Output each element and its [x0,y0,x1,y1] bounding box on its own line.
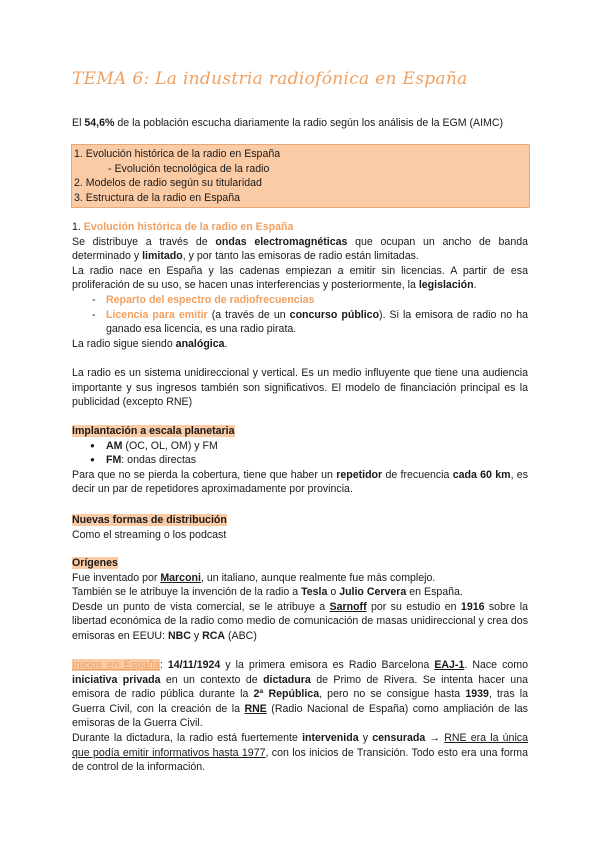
paragraph: Durante la dictadura, la radio está fuertemente intervenida y censurada → RNE era la única que podía emitir informativos hasta 1977, con los inicios de Transición. Todo esto era una forma de control de la información. [72,731,528,774]
list-item: ● AM (OC, OL, OM) y FM [72,439,528,454]
section-inicios [72,658,528,775]
section-origenes [72,556,528,644]
toc-subitem: - Evolución tecnológica de la radio [108,162,270,175]
toc-item: 1. Evolución histórica de la radio en España [74,148,281,160]
section-heading: 1. Evolución histórica de la radio en España [72,221,294,233]
paragraph: Inicios en España: 14/11/1924 y la primera emisora es Radio Barcelona EAJ-1. Nace como iniciativa privada en un contexto de dictadura de Primo de Rivera. Se intenta hacer una emisora de radio pública durante la 2ª República, pero no se consigue hasta 1939, tras la Guerra Civil, con la creación de la RNE (Radio Nacional de España) como ampliación de las emisoras de la Guerra Civil. [72,659,529,730]
section-implantacion [72,424,528,497]
paragraph: Desde un punto de vista comercial, se le atribuye a Sarnoff por su estudio en 1916 sobre la libertad económica de la radio como medio de comunicación de masas unidireccional y crea dos emisoras en EEUU: NBC y RCA (ABC) [72,600,528,642]
paragraph: Fue inventado por Marconi, un italiano, aunque realmente fue más complejo. [72,571,436,584]
section-evolucion [72,220,528,351]
bullet-list [72,439,528,468]
table-of-contents [71,144,530,208]
list-item: - Licencia para emitir (a través de un concurso público). Si la emisora de radio no ha ganado esa licencia, es una radio pirata. [72,308,528,337]
page-title: TEMA 6: La industria radiofónica en España [72,69,468,89]
intro-paragraph: El 54,6% de la población escucha diariamente la radio según los análisis de la EGM (AIMC) [72,117,504,129]
list-item: - Reparto del espectro de radiofrecuencias [72,293,528,308]
section-heading: Orígenes [72,557,118,569]
list-item: ● FM: ondas directas [72,453,528,468]
section-heading: Implantación a escala planetaria [72,425,235,437]
paragraph: También se le atribuye la invención de la radio a Tesla o Julio Cervera en España. [72,586,463,599]
paragraph: La radio es un sistema unidireccional y vertical. Es un medio influyente que tiene una audiencia importante y sus ingresos también son significativos. El modelo de financiación principal es la publicidad (excepto RNE) [72,367,528,409]
paragraph: La radio nace en España y las cadenas empiezan a emitir sin licencias. A partir de esa proliferación de su uso, se hacen unas interferencias y posteriormente, la legislación. [72,264,528,292]
dash-list [72,293,528,337]
toc-item: 3. Estructura de la radio en España [74,191,241,204]
paragraph: Como el streaming o los podcast [72,528,227,541]
paragraph: Para que no se pierda la cobertura, tiene que haber un repetidor de frecuencia cada 60 km, es decir un par de repetidores aproximadamente por provincia. [72,468,528,496]
section-heading: Nuevas formas de distribución [72,514,227,526]
paragraph: Se distribuye a través de ondas electromagnéticas que ocupan un ancho de banda determinado y limitado, y por tanto las emisoras de radio están limitadas. [72,235,529,263]
section-distribucion [72,513,528,542]
paragraph: La radio sigue siendo analógica. [72,337,228,350]
toc-item: 2. Modelos de radio según su titularidad [74,177,262,190]
